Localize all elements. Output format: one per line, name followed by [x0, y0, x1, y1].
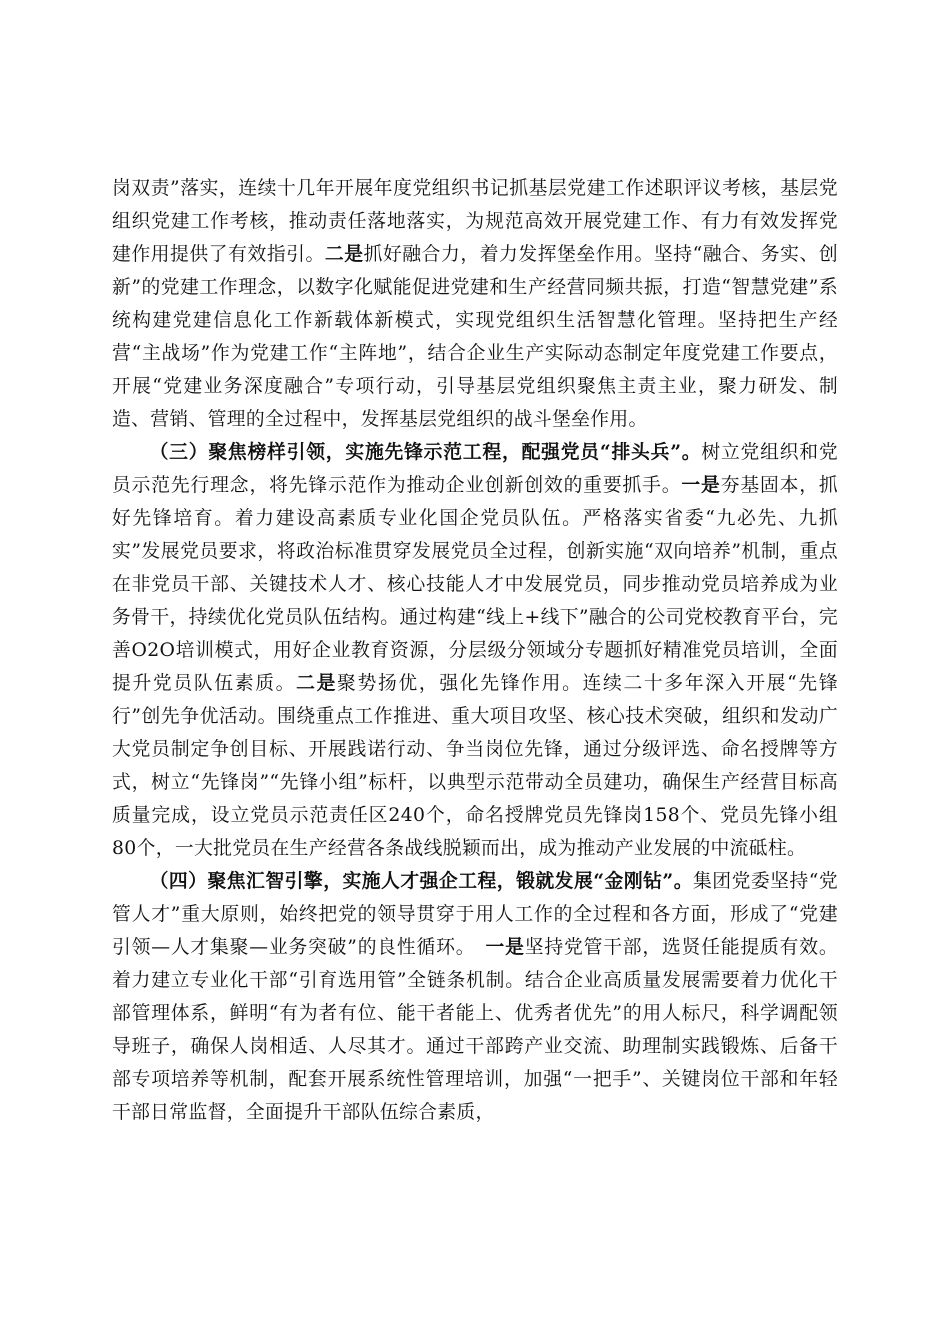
paragraph-text: 聚势扬优，强化先锋作用。连续二十多年深入开展“先锋行”创先争优活动。围绕重点工作推进、重大项目攻坚、核心技术突破，组织和发动广大党员制定争创目标、开展践诺行动、争当岗位先锋，通过分级评选、命名授牌等方式，树立“先锋岗”“先锋小组”标杆，以典型示范带动全员建功，确保生产经营目标高质量完成，设立党员示范责任区240个，命名授牌党员先锋岗158个、党员先锋小组80个，一大批党员在生产经营各条战线脱颖而出，成为推动产业发展的中流砥柱。 [112, 673, 838, 859]
paragraph-text: 树立党组织和党员示范先行理念，将先锋示范作为推动企业创新创效的重要抓手。 [112, 442, 838, 496]
document-body [112, 172, 838, 1129]
paragraph-text: 抓好融合力，着力发挥堡垒作用。坚持“融合、务实、创新”的党建工作理念，以数字化赋能促进党建和生产经营同频共振，打造“智慧党建”系统构建党建信息化工作新载体新模式，实现党组织生活智慧化管理。坚持把生产经营“主战场”作为党建工作“主阵地”，结合企业生产实际动态制定年度党建工作要点，开展“党建业务深度融合”专项行动，引导基层党组织聚焦主责主业，聚力研发、制造、营销、管理的全过程中，发挥基层党组织的战斗堡垒作用。 [112, 244, 838, 430]
paragraph-text: 夯基固本，抓好先锋培育。着力建设高素质专业化国企党员队伍。严格落实省委“九必先、九抓实”发展党员要求，将政治标准贯穿发展党员全过程，创新实施“双向培养”机制，重点在非党员干部、关键技术人才、核心技能人才中发展党员，同步推动党员培养成为业务骨干，持续优化党员队伍结构。通过构建“线上+线下”融合的公司党校教育平台，完善O2O培训模式，用好企业教育资源，分层级分领域分专题抓好精准党员培训，全面提升党员队伍素质。 [112, 475, 838, 694]
section-heading: （四）聚焦汇智引擎，实施人才强企工程，锻就发展“金刚钻”。 [149, 870, 694, 892]
section-heading: （三）聚焦榜样引领，实施先锋示范工程，配强党员“排头兵”。 [149, 441, 702, 463]
paragraph-text: 坚持党管干部，选贤任能提质有效。着力建立专业化干部“引育选用管”全链条机制。结合企业高质量发展需要着力优化干部管理体系，鲜明“有为者有位、能干者能上、优秀者优先”的用人标尺，科学调配领导班子，确保人岗相适、人尽其才。通过干部跨产业交流、助理制实践锻炼、后备干部专项培养等机制，配套开展系统性管理培训，加强“一把手”、关键岗位干部和年轻干部日常监督，全面提升干部队伍综合素质， [112, 937, 838, 1123]
bold-keyword: 二是 [296, 672, 338, 694]
paragraph-text: 岗双责”落实，连续十几年开展年度党组织书记抓基层党建工作述职评议考核，基层党组织党建工作考核，推动责任落地落实，为规范高效开展党建工作、有力有效发挥党建作用提供了有效指引。 [112, 178, 838, 265]
paragraph-section-four [112, 865, 838, 1129]
paragraph-section-three [112, 436, 838, 865]
bold-keyword: 一是 [681, 474, 721, 496]
bold-keyword: 一是 [485, 936, 525, 958]
paragraph-party-building-integration [112, 172, 838, 436]
paragraph-text: 集团党委坚持“党管人才”重大原则，始终把党的领导贯穿于用人工作的全过程和各方面，形成了“党建引领—人才集聚—业务突破”的良性循环。 [112, 871, 838, 958]
bold-keyword: 二是 [324, 243, 364, 265]
